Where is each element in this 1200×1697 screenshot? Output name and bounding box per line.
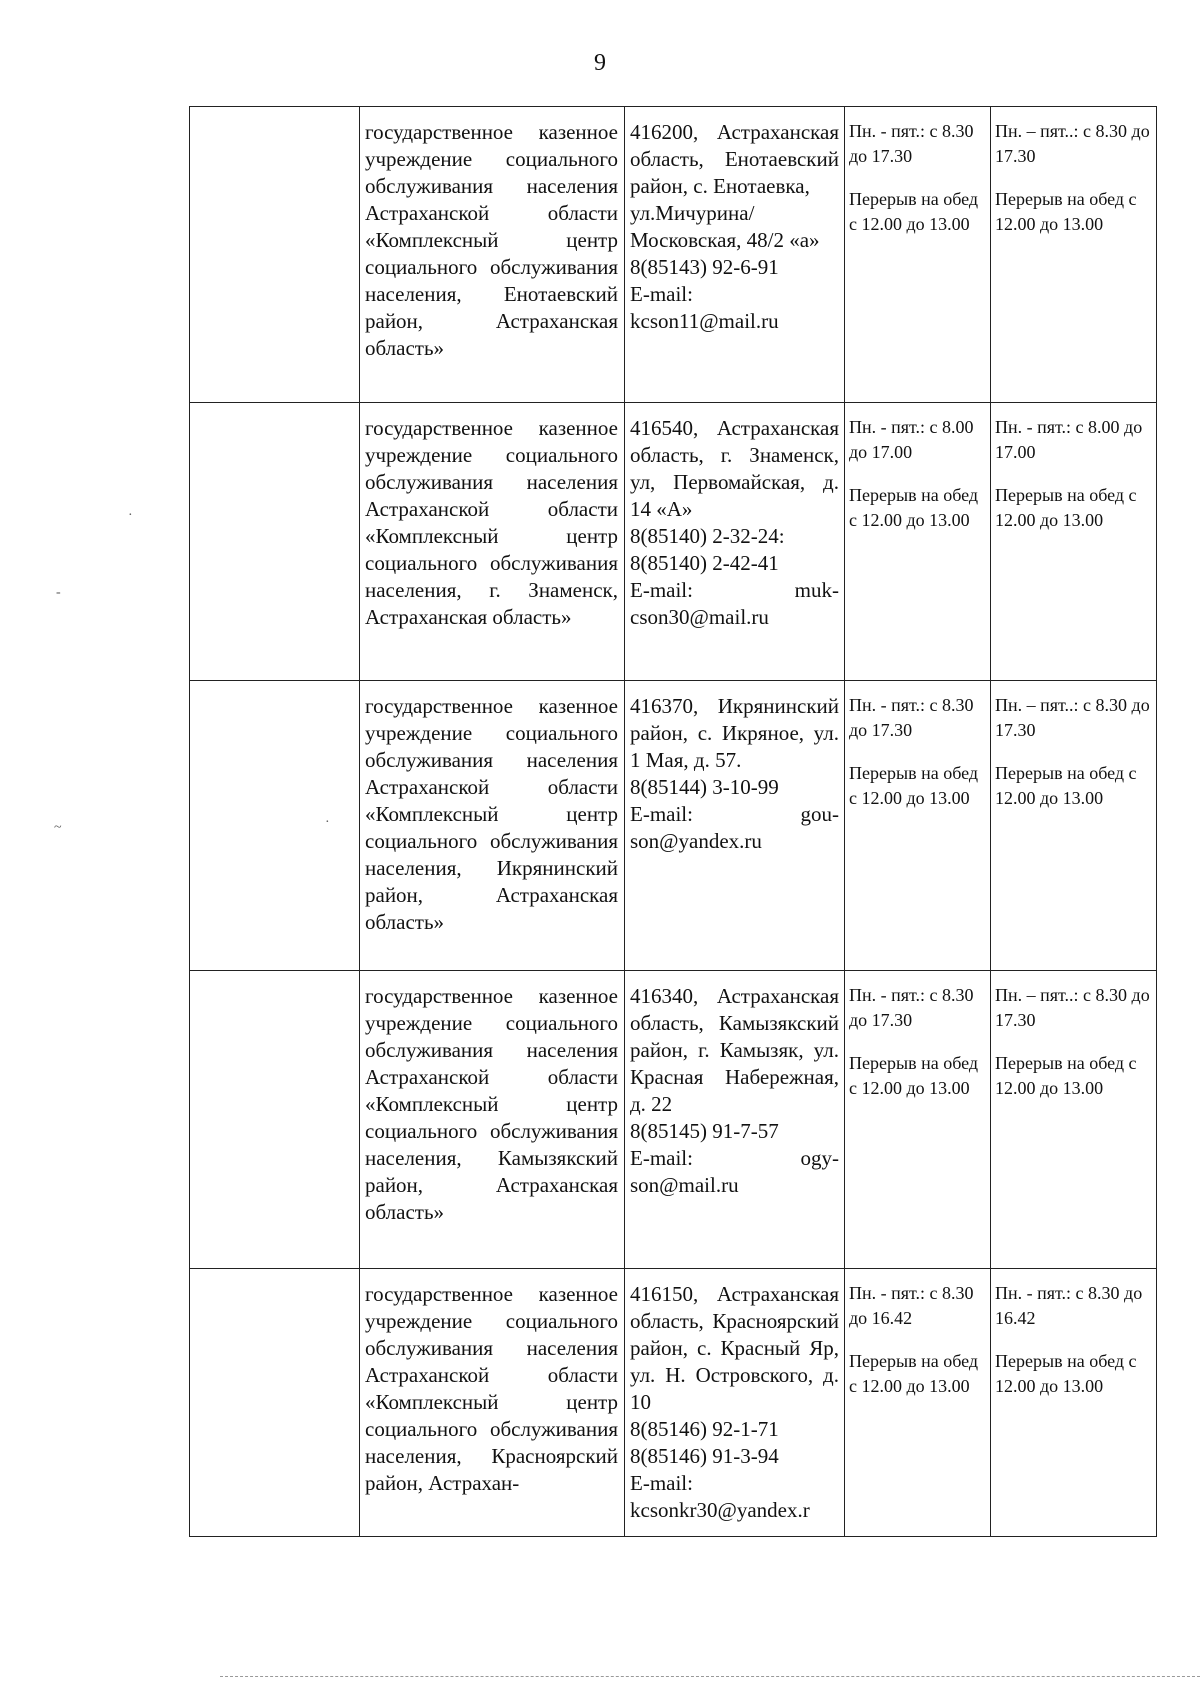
table-row [190, 107, 1157, 403]
address-line: ул.Мичурина/Московская, 48/2 «а» [630, 201, 820, 252]
hours-cell-secondary [991, 681, 1157, 971]
scan-speck: - [56, 585, 61, 600]
address-cell [625, 107, 845, 403]
working-hours: Пн. - пят.: с 8.00 до 17.00 [995, 417, 1143, 462]
address-line: E-mail: muk-cson30@mail.ru [630, 578, 839, 629]
lunch-break: Перерыв на обед с 12.00 до 13.00 [995, 1053, 1137, 1098]
organization-name: государственное казенное учреждение социального обслуживания населения Астраханской области «Комплексный центр социального обслуживания населения, Камызякский район, Астраханская область» [365, 984, 618, 1224]
working-hours: Пн. - пят.: с 8.30 до 17.30 [849, 121, 974, 166]
table-row [190, 403, 1157, 681]
address-cell [625, 403, 845, 681]
page-number: 9 [594, 50, 606, 76]
empty-cell [190, 107, 360, 403]
address-line: E-mail: ogy-son@mail.ru [630, 1146, 839, 1197]
hours-cell-secondary [991, 971, 1157, 1269]
organization-cell [360, 1269, 625, 1537]
address-cell [625, 681, 845, 971]
empty-cell [190, 971, 360, 1269]
address-line: E-mail: [630, 282, 693, 306]
address-line: 416370, Икрянинский район, с. Икряное, ул. 1 Мая, д. 57. [630, 694, 839, 772]
hours-cell-primary [845, 107, 991, 403]
organization-cell [360, 107, 625, 403]
organization-name: государственное казенное учреждение социального обслуживания населения Астраханской области «Комплексный центр социального обслуживания населения, Икрянинский район, Астраханская область» [365, 694, 618, 934]
address-line: 8(85140) 2-42-41 [630, 551, 779, 575]
hours-cell-primary [845, 971, 991, 1269]
working-hours: Пн. - пят.: с 8.30 до 16.42 [849, 1283, 974, 1328]
empty-cell [190, 403, 360, 681]
hours-cell-secondary [991, 1269, 1157, 1537]
address-line: 8(85140) 2-32-24: [630, 524, 785, 548]
address-line: kcsonkr30@yandex.r [630, 1498, 810, 1522]
table-row [190, 1269, 1157, 1537]
address-line: 8(85144) 3-10-99 [630, 775, 779, 799]
scan-speck: · [325, 815, 330, 830]
lunch-break: Перерыв на обед с 12.00 до 13.00 [995, 763, 1137, 808]
organization-cell [360, 681, 625, 971]
bottom-scan-line [220, 1676, 1200, 1677]
lunch-break: Перерыв на обед с 12.00 до 13.00 [995, 189, 1137, 234]
scan-speck: · [128, 508, 133, 523]
address-line: 8(85146) 91-3-94 [630, 1444, 779, 1468]
institutions-table [189, 106, 1157, 1537]
address-line: 416340, Астраханская область, Камызякский район, г. Камызяк, ул. Красная Набережная, д. 22 [630, 984, 839, 1116]
lunch-break: Перерыв на обед с 12.00 до 13.00 [849, 485, 979, 530]
organization-name: государственное казенное учреждение социального обслуживания населения Астраханской области «Комплексный центр социального обслуживания населения, Красноярский район, Астрахан- [365, 1282, 618, 1495]
working-hours: Пн. - пят.: с 8.30 до 17.30 [849, 985, 974, 1030]
address-line: 416200, Астраханская область, Енотаевский район, с. Енотаевка, [630, 120, 839, 198]
working-hours: Пн. – пят..: с 8.30 до 17.30 [995, 121, 1150, 166]
lunch-break: Перерыв на обед с 12.00 до 13.00 [849, 189, 979, 234]
hours-cell-secondary [991, 403, 1157, 681]
organization-name: государственное казенное учреждение социального обслуживания населения Астраханской области «Комплексный центр социального обслуживания населения, г. Знаменск, Астраханская область» [365, 416, 618, 629]
scan-speck: ~ [54, 820, 62, 835]
address-line: 8(85146) 92-1-71 [630, 1417, 779, 1441]
hours-cell-primary [845, 1269, 991, 1537]
address-line: kcson11@mail.ru [630, 309, 779, 333]
address-cell [625, 1269, 845, 1537]
address-line: E-mail: gou-son@yandex.ru [630, 802, 839, 853]
empty-cell [190, 1269, 360, 1537]
hours-cell-secondary [991, 107, 1157, 403]
organization-name: государственное казенное учреждение социального обслуживания населения Астраханской области «Комплексный центр социального обслуживания населения, Енотаевский район, Астраханская область» [365, 120, 618, 360]
empty-cell [190, 681, 360, 971]
hours-cell-primary [845, 681, 991, 971]
table-row [190, 681, 1157, 971]
address-cell [625, 971, 845, 1269]
lunch-break: Перерыв на обед с 12.00 до 13.00 [849, 763, 979, 808]
lunch-break: Перерыв на обед с 12.00 до 13.00 [995, 1351, 1137, 1396]
address-line: 8(85143) 92-6-91 [630, 255, 779, 279]
working-hours: Пн. – пят..: с 8.30 до 17.30 [995, 695, 1150, 740]
address-line: 416540, Астраханская область, г. Знаменск, ул, Первомайская, д. 14 «А» [630, 416, 839, 521]
table-row [190, 971, 1157, 1269]
working-hours: Пн. - пят.: с 8.30 до 16.42 [995, 1283, 1143, 1328]
working-hours: Пн. – пят..: с 8.30 до 17.30 [995, 985, 1150, 1030]
address-line: 8(85145) 91-7-57 [630, 1119, 779, 1143]
address-line: E-mail: [630, 1471, 693, 1495]
address-line: 416150, Астраханская область, Красноярский район, с. Красный Яр, ул. Н. Островского, д. 10 [630, 1282, 839, 1414]
lunch-break: Перерыв на обед с 12.00 до 13.00 [849, 1351, 979, 1396]
hours-cell-primary [845, 403, 991, 681]
working-hours: Пн. - пят.: с 8.30 до 17.30 [849, 695, 974, 740]
working-hours: Пн. - пят.: с 8.00 до 17.00 [849, 417, 974, 462]
lunch-break: Перерыв на обед с 12.00 до 13.00 [849, 1053, 979, 1098]
organization-cell [360, 971, 625, 1269]
lunch-break: Перерыв на обед с 12.00 до 13.00 [995, 485, 1137, 530]
organization-cell [360, 403, 625, 681]
